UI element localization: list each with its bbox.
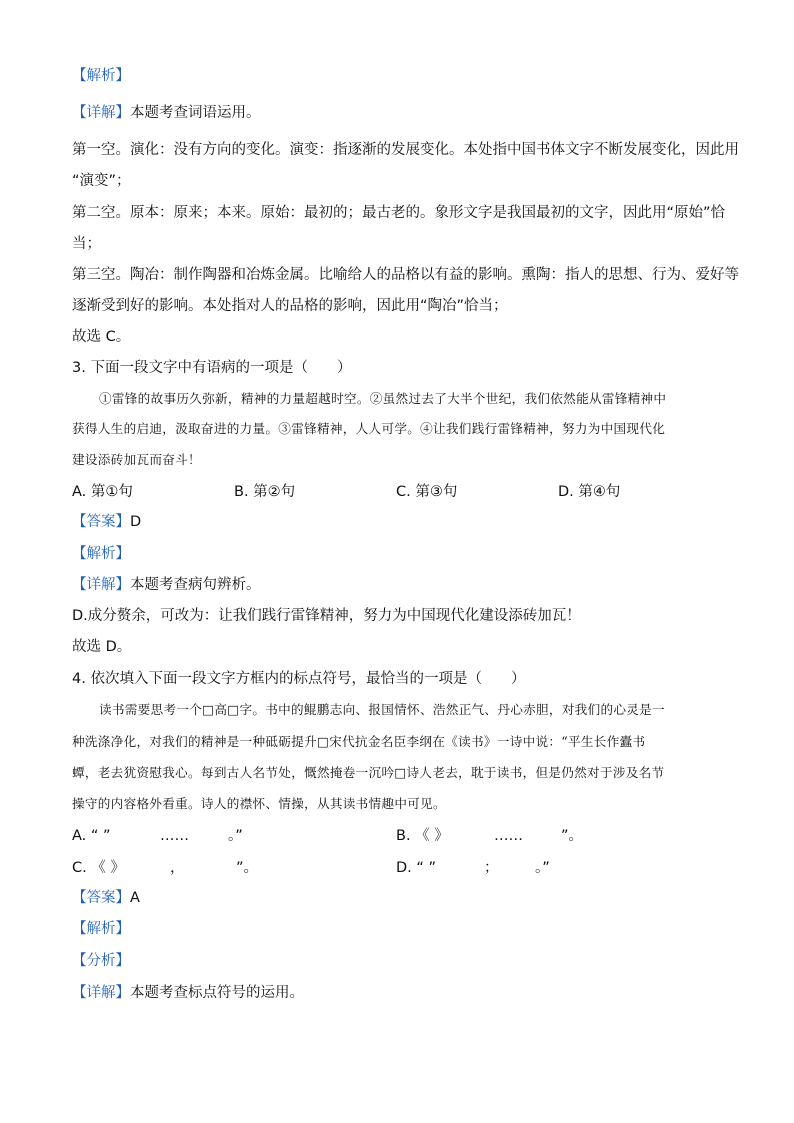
q4-option-d-part2: ； <box>484 860 499 876</box>
detail-text: 本题考查病句辨析。 <box>130 577 261 593</box>
answer-tag: 【答案】 <box>72 890 130 906</box>
q3-detail-line2: D.成分赘余，可改为：让我们践行雷锋精神，努力为中国现代化建设添砖加瓦！ <box>72 608 581 624</box>
detail-tag: 【详解】 <box>72 577 130 593</box>
blank1-line2: “演变”； <box>72 173 131 189</box>
answer-value: A <box>130 890 140 906</box>
q4-option-b-part1: B. 《 》 <box>396 828 449 844</box>
detail-tag: 【详解】 <box>72 985 130 1001</box>
q4-fenxi-label: 【分析】 <box>72 953 130 969</box>
q4-jiexi-label: 【解析】 <box>72 921 130 937</box>
answer-tag: 【答案】 <box>72 514 130 530</box>
blank1-line1: 第一空。演化：没有方向的变化。演变：指逐渐的发展变化。本处指中国书体文字不断发展变化，因此用 <box>72 142 739 158</box>
jiexi-label: 【解析】 <box>72 68 130 84</box>
answer-value: D <box>130 514 142 530</box>
blank3-line2: 逐渐受到好的影响。本处指对人的品格的影响，因此用“陶冶”恰当； <box>72 298 508 314</box>
q4-passage-line4: 操守的内容格外看重。诗人的襟怀、情操，从其读书情趣中可见。 <box>72 796 446 811</box>
q3-detail <box>72 575 261 595</box>
blank3-line1: 第三空。陶冶：制作陶器和冶炼金属。比喻给人的品格以有益的影响。熏陶：指人的思想、行为、爱好等 <box>72 267 739 283</box>
q3-option-b: B. 第②句 <box>234 484 296 500</box>
q4-option-a-part1: A. “ ” <box>72 828 111 844</box>
q4-option-c-part3: ”。 <box>236 860 259 876</box>
q4-option-d-part1: D. “ ” <box>396 860 437 876</box>
q4-passage-line3: 蟫，老去犹资慰我心。每到古人名节处，慨然掩卷一沉吟□诗人老去，耽于读书，但是仍然对于涉及名节 <box>72 765 665 780</box>
detail-paragraph <box>72 103 261 123</box>
q3-conclusion: 故选 D。 <box>72 639 132 655</box>
blank2-line1: 第二空。原本：原来；本来。原始：最初的；最古老的。象形文字是我国最初的文字，因此用“原始”恰 <box>72 205 726 221</box>
detail-text: 本题考查词语运用。 <box>130 105 261 121</box>
q4-option-b-part2: …… <box>494 828 523 844</box>
q4-detail <box>72 983 304 1003</box>
q3-option-c: C. 第③句 <box>396 484 458 500</box>
q3-passage-line1: ①雷锋的故事历久弥新，精神的力量超越时空。②虽然过去了大半个世纪，我们依然能从雷锋精神中 <box>99 391 667 406</box>
q4-passage-line1: 读书需要思考一个□高□字。书中的鲲鹏志向、报国情怀、浩然正气、丹心赤胆，对我们的心灵是一 <box>99 702 665 717</box>
q3-answer <box>72 512 141 532</box>
question-3-stem: 3. 下面一段文字中有语病的一项是（ ） <box>72 360 352 376</box>
q3-passage-line2: 获得人生的启迪，汲取奋进的力量。③雷锋精神，人人可学。④让我们践行雷锋精神，努力为中国现代化 <box>72 421 666 436</box>
q4-option-d-part3: 。” <box>535 860 550 876</box>
detail-text: 本题考查标点符号的运用。 <box>130 985 304 1001</box>
q4-option-c-part2: ， <box>170 860 185 876</box>
q3-option-a: A. 第①句 <box>72 484 133 500</box>
q4-passage-line2: 种洗涤净化，对我们的精神是一种砥砺提升□宋代抗金名臣李纲在《读书》一诗中说：“平生长作蠹书 <box>72 734 646 749</box>
detail-tag: 【详解】 <box>72 105 130 121</box>
conclusion: 故选 C。 <box>72 329 131 345</box>
q4-answer <box>72 888 140 908</box>
q4-option-a-part2: …… <box>160 828 189 844</box>
q3-passage-line3: 建设添砖加瓦而奋斗！ <box>72 452 201 467</box>
blank2-line2: 当； <box>72 236 101 252</box>
q3-jiexi-label: 【解析】 <box>72 546 130 562</box>
q4-option-a-part3: 。” <box>228 828 243 844</box>
q4-option-c-part1: C. 《 》 <box>72 860 125 876</box>
q4-option-b-part3: ”。 <box>561 828 584 844</box>
question-4-stem: 4. 依次填入下面一段文字方框内的标点符号，最恰当的一项是（ ） <box>72 671 526 687</box>
q3-option-d: D. 第④句 <box>558 484 621 500</box>
